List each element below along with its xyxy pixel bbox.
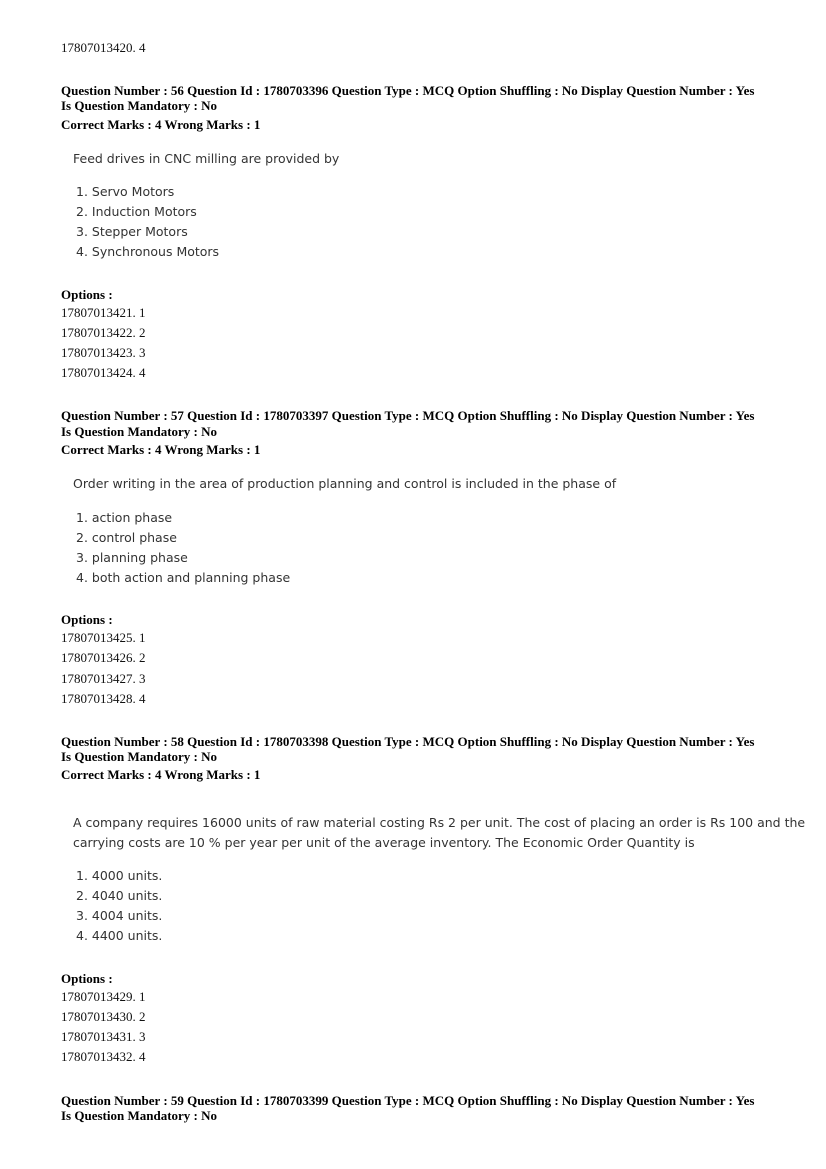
question-header: Question Number : 57 Question Id : 1780703397 Question Type : MCQ Option Shuffling : No Display Question Number : Yes (61, 408, 755, 423)
choice-item: 2. 4040 units. (76, 888, 163, 903)
choice-item: 1. 4000 units. (76, 868, 163, 883)
question-header: Question Number : 59 Question Id : 1780703399 Question Type : MCQ Option Shuffling : No Display Question Number : Yes (61, 1093, 755, 1108)
choice-item: 3. Stepper Motors (76, 224, 188, 239)
option-line: 17807013426. 2 (61, 650, 146, 665)
option-line: 17807013422. 2 (61, 325, 146, 340)
question-stem: Order writing in the area of production planning and control is included in the phase of (73, 476, 617, 491)
marks-line: Correct Marks : 4 Wrong Marks : 1 (61, 442, 261, 457)
options-label: Options : (61, 971, 113, 986)
choice-item: 4. both action and planning phase (76, 570, 291, 585)
mandatory-line: Is Question Mandatory : No (61, 424, 218, 439)
choice-item: 4. 4400 units. (76, 928, 163, 943)
marks-line: Correct Marks : 4 Wrong Marks : 1 (61, 767, 261, 782)
choice-item: 1. action phase (76, 510, 173, 525)
option-line: 17807013431. 3 (61, 1029, 146, 1044)
mandatory-line: Is Question Mandatory : No (61, 1108, 218, 1123)
options-label: Options : (61, 287, 113, 302)
choice-item: 1. Servo Motors (76, 184, 175, 199)
choice-item: 2. Induction Motors (76, 204, 197, 219)
options-label: Options : (61, 612, 113, 627)
question-stem: Feed drives in CNC milling are provided by (73, 151, 340, 166)
question-stem-line: carrying costs are 10 % per year per unit of the average inventory. The Economic Order Quantity is (73, 835, 695, 850)
question-header: Question Number : 56 Question Id : 1780703396 Question Type : MCQ Option Shuffling : No Display Question Number : Yes (61, 83, 755, 98)
option-line: 17807013424. 4 (61, 365, 146, 380)
question-stem-line: A company requires 16000 units of raw material costing Rs 2 per unit. The cost of placing an order is Rs 100 and the (73, 815, 806, 830)
choice-item: 3. planning phase (76, 550, 188, 565)
option-line: 17807013428. 4 (61, 691, 146, 706)
choice-item: 2. control phase (76, 530, 177, 545)
question-header: Question Number : 58 Question Id : 1780703398 Question Type : MCQ Option Shuffling : No Display Question Number : Yes (61, 734, 755, 749)
option-line: 17807013429. 1 (61, 989, 146, 1004)
mandatory-line: Is Question Mandatory : No (61, 98, 218, 113)
mandatory-line: Is Question Mandatory : No (61, 749, 218, 764)
option-line: 17807013423. 3 (61, 345, 146, 360)
option-line: 17807013420. 4 (61, 40, 146, 55)
marks-line: Correct Marks : 4 Wrong Marks : 1 (61, 117, 261, 132)
option-line: 17807013427. 3 (61, 671, 146, 686)
option-line: 17807013432. 4 (61, 1049, 146, 1064)
option-line: 17807013425. 1 (61, 630, 146, 645)
option-line: 17807013421. 1 (61, 305, 146, 320)
option-line: 17807013430. 2 (61, 1009, 146, 1024)
choice-item: 4. Synchronous Motors (76, 244, 220, 259)
choice-item: 3. 4004 units. (76, 908, 163, 923)
